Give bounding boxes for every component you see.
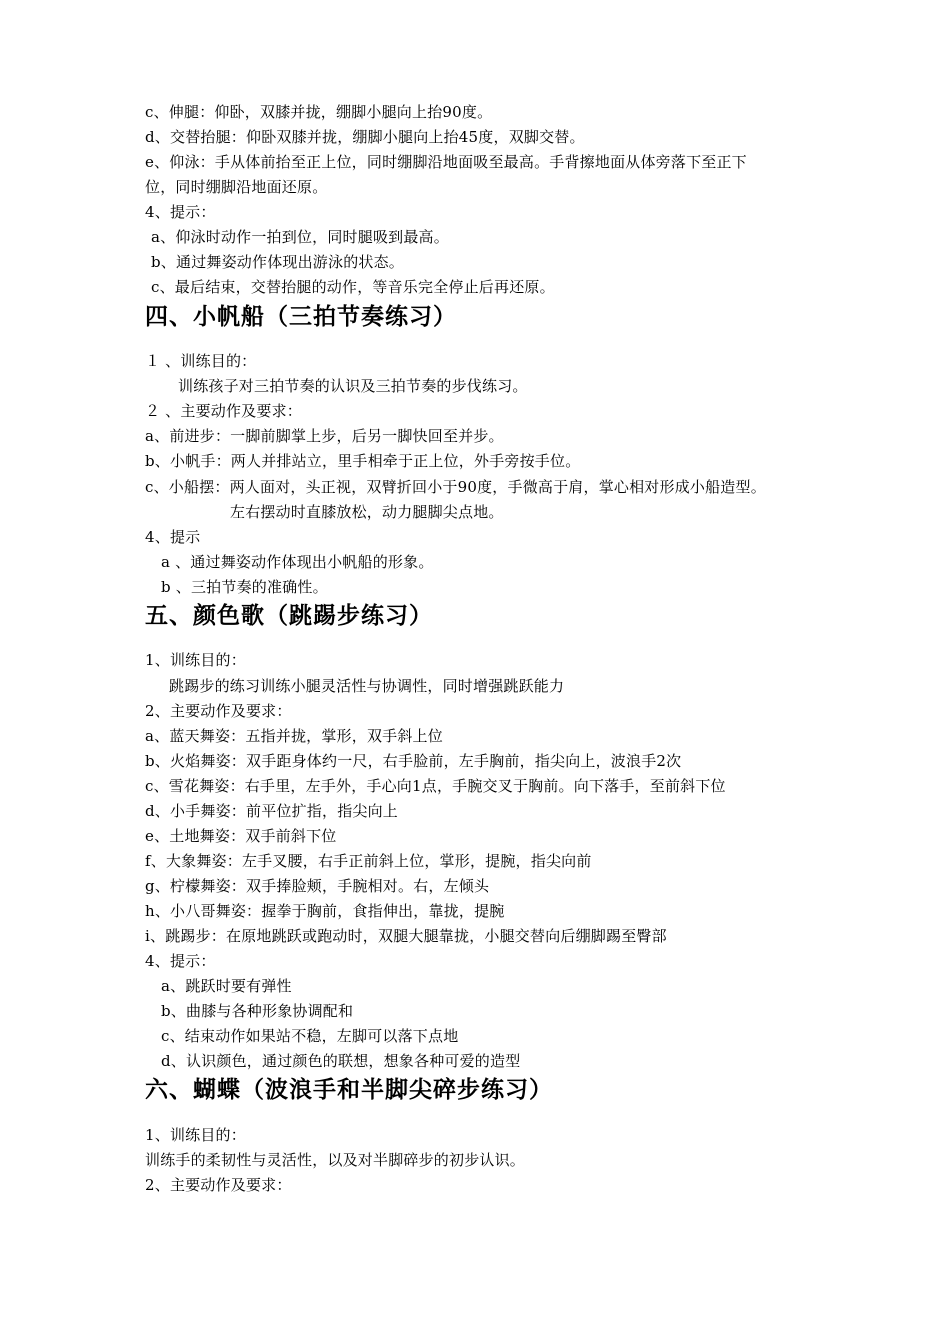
text-line: b、通过舞姿动作体现出游泳的状态。: [151, 253, 405, 271]
text-line: c、最后结束，交替抬腿的动作，等音乐完全停止后再还原。: [151, 278, 555, 296]
text-line: b、小帆手：两人并排站立，里手相牵于正上位，外手旁按手位。: [145, 452, 581, 470]
text-line: b、火焰舞姿：双手距身体约一尺，右手脸前，左手胸前，指尖向上，波浪手2次: [145, 752, 682, 770]
text-line: 4、提示：: [145, 952, 216, 970]
text-line: d、交替抬腿：仰卧双膝并拢，绷脚小腿向上抬45度，双脚交替。: [145, 128, 585, 146]
text-line: d、认识颜色，通过颜色的联想，想象各种可爱的造型: [161, 1052, 521, 1070]
text-line: e、土地舞姿：双手前斜下位: [145, 827, 337, 845]
text-line: 1、训练目的：: [145, 651, 246, 669]
text-line: h、小八哥舞姿：握拳于胸前，食指伸出，靠拢，提腕: [145, 902, 505, 920]
text-line: i、跳踢步：在原地跳跃或跑动时，双腿大腿靠拢，小腿交替向后绷脚踢至臀部: [145, 927, 667, 945]
text-line: 1、训练目的：: [145, 1126, 246, 1144]
text-line: a、仰泳时动作一拍到位，同时腿吸到最高。: [151, 228, 449, 246]
text-line: １ 、训练目的：: [145, 352, 257, 370]
text-line: c、伸腿：仰卧，双膝并拢，绷脚小腿向上抬90度。: [145, 103, 493, 121]
text-line: f、大象舞姿：左手叉腰，右手正前斜上位，掌形，提腕，指尖向前: [145, 852, 592, 870]
text-line: a、跳跃时要有弹性: [161, 977, 292, 995]
section-heading: 五、颜色歌（跳踢步练习）: [145, 603, 433, 629]
text-line: 训练手的柔韧性与灵活性，以及对半脚碎步的初步认识。: [145, 1151, 526, 1169]
text-line: d、小手舞姿：前平位扩指，指尖向上: [145, 802, 399, 820]
text-line: 2、主要动作及要求：: [145, 702, 292, 720]
text-line: g、柠檬舞姿：双手捧脸颊，手腕相对。右，左倾头: [145, 877, 490, 895]
text-line: b、曲膝与各种形象协调配和: [161, 1002, 354, 1020]
text-line: c、雪花舞姿：右手里，左手外，手心向1点，手腕交叉于胸前。向下落手，至前斜下位: [145, 777, 726, 795]
text-line: a、蓝天舞姿：五指并拢，掌形，双手斜上位: [145, 727, 443, 745]
text-line: 2、主要动作及要求：: [145, 1176, 292, 1194]
text-line: 跳踢步的练习训练小腿灵活性与协调性，同时增强跳跃能力: [169, 677, 565, 695]
text-line: c、小船摆：两人面对，头正视，双臂折回小于90度，手微高于肩，掌心相对形成小船造型。: [145, 478, 766, 496]
text-line: c、结束动作如果站不稳，左脚可以落下点地: [161, 1027, 459, 1045]
text-line: a、前进步：一脚前脚掌上步，后另一脚快回至并步。: [145, 427, 504, 445]
text-line: 4、提示: [145, 528, 201, 546]
text-line: 位，同时绷脚沿地面还原。: [145, 178, 328, 196]
text-line: 训练孩子对三拍节奏的认识及三拍节奏的步伐练习。: [178, 377, 528, 395]
text-line: ２ 、主要动作及要求：: [145, 402, 302, 420]
text-line: a 、通过舞姿动作体现出小帆船的形象。: [161, 553, 434, 571]
text-line: b 、三拍节奏的准确性。: [161, 578, 328, 596]
section-heading: 四、小帆船（三拍节奏练习）: [145, 304, 457, 330]
section-heading: 六、蝴蝶（波浪手和半脚尖碎步练习）: [145, 1077, 553, 1103]
text-line: 4、提示：: [145, 203, 216, 221]
text-line: 左右摆动时直膝放松，动力腿脚尖点地。: [230, 503, 504, 521]
text-line: e、仰泳：手从体前抬至正上位，同时绷脚沿地面吸至最高。手背擦地面从体旁落下至正下: [145, 153, 747, 171]
